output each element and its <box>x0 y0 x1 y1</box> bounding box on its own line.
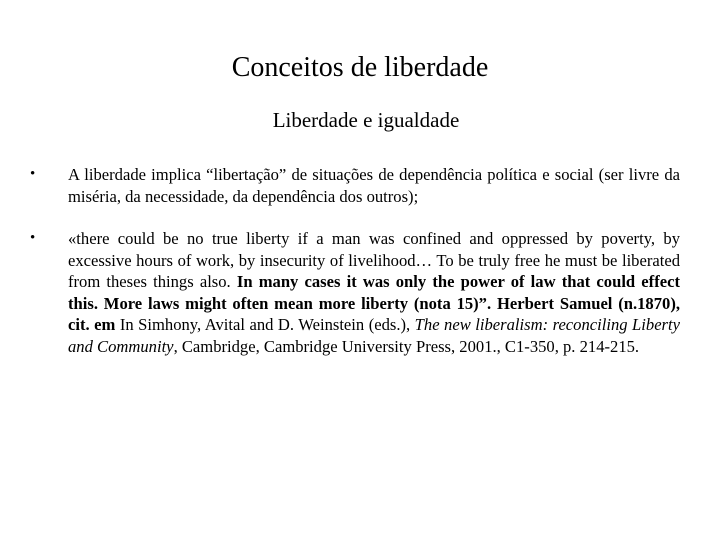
slide-subtitle: Liberdade e igualdade <box>272 108 460 132</box>
bullet-icon: • <box>30 166 36 182</box>
book-title: The new liberalism: reconciling Liberty and Community <box>68 315 680 356</box>
bullet-icon: • <box>30 230 36 246</box>
slide-title: Conceitos de liberdade <box>231 52 489 83</box>
bullet-text: A liberdade implica “libertação” de situações de dependência política e social (ser livre da miséria, da necessidade, da dependência dos outros); <box>68 165 680 206</box>
quote-text: «there could be no true liberty if a man was confined and oppressed by poverty, by excessive hours of work, by insecurity of livelihood… To be truly free he must be liberated from theses things also. <box>68 229 680 291</box>
quote-bold-text: In many cases it was only the power of law that could effect this. More laws might often mean more liberty (nota 15)”. Herbert Samuel (n.1870), cit. em <box>68 272 680 334</box>
bullet-list <box>30 164 680 357</box>
bullet-item-quote <box>30 228 680 357</box>
bullet-item-liberdade <box>30 164 680 207</box>
citation-text: In Simhony, Avital and D. Weinstein (eds.), <box>115 315 415 334</box>
publication-details: , Cambridge, Cambridge University Press, 2001., C1-350, p. 214-215. <box>173 336 640 356</box>
